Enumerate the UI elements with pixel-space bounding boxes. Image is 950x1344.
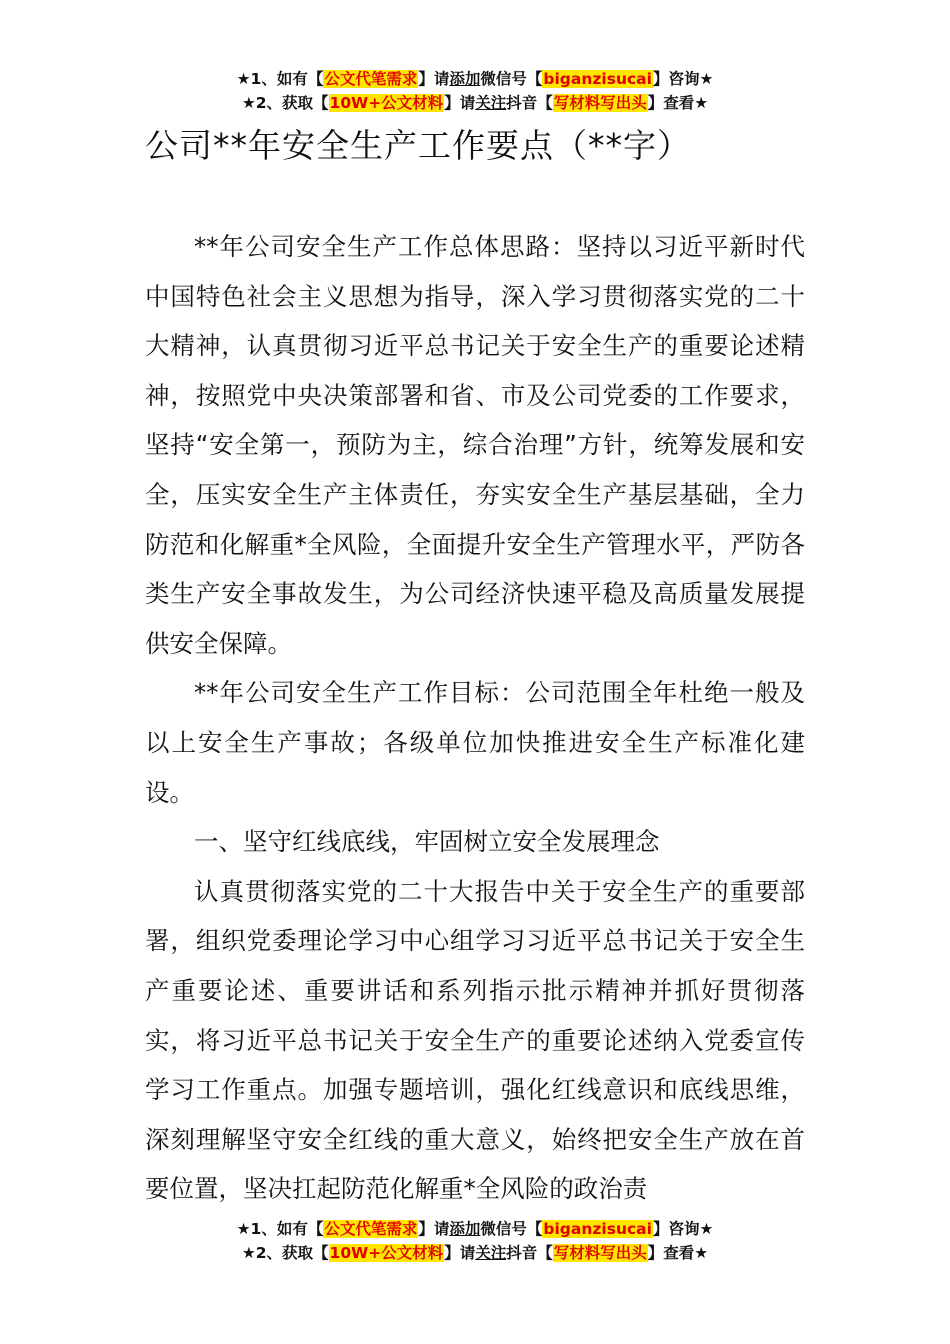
banner-text: 】请	[418, 1220, 450, 1238]
banner-text: 】查看★	[647, 94, 709, 112]
banner-text: 】请	[444, 1244, 476, 1262]
section-heading: 一、坚守红线底线，牢固树立安全发展理念	[194, 827, 660, 857]
banner-text: 】查看★	[647, 1244, 709, 1262]
highlight-text: 10W+公文材料	[329, 94, 444, 112]
highlight-text: 写材料写出头	[553, 94, 647, 112]
banner-text: 】请	[444, 94, 476, 112]
paragraph: 认真贯彻落实党的二十大报告中关于安全生产的重要部署，组织党委理论学习中心组学习习近平总书记关于安全生产重要论述、重要讲话和系列指示批示精神并抓好贯彻落实，将习近平总书记关于安全生产的重要论述纳入党委宣传学习工作重点。加强专题培训，强化红线意识和底线思维，深刻理解坚守安全红线的重大意义，始终把安全生产放在首要位置，坚决扛起防范化解重*全风险的政治责	[145, 876, 805, 1204]
banner-text: ★1、如有【	[236, 1220, 324, 1238]
banner-text: 】咨询★	[652, 1220, 714, 1238]
highlight-text: 公文代笔需求	[324, 70, 418, 88]
banner-line-1	[0, 1217, 950, 1241]
highlight-text: 10W+公文材料	[329, 1244, 444, 1262]
document-title: 公司**年安全生产工作要点（**字）	[145, 126, 691, 165]
highlight-text: biganzisucai	[543, 1220, 652, 1238]
banner-line-2	[0, 1241, 950, 1265]
banner-text: 抖音【	[506, 1244, 553, 1262]
underlined-text: 添加	[449, 1220, 481, 1238]
underlined-text: 添加	[449, 70, 481, 88]
highlight-text: 写材料写出头	[553, 1244, 647, 1262]
document-body	[145, 222, 805, 1214]
highlight-text: biganzisucai	[543, 70, 652, 88]
paragraph: **年公司安全生产工作目标：公司范围全年杜绝一般及以上安全生产事故；各级单位加快推进安全生产标准化建设。	[145, 678, 805, 807]
paragraph: **年公司安全生产工作总体思路：坚持以习近平新时代中国特色社会主义思想为指导，深入学习贯彻落实党的二十大精神，认真贯彻习近平总书记关于安全生产的重要论述精神，按照党中央决策部署和省、市及公司党委的工作要求，坚持“安全第一，预防为主，综合治理”方针，统筹发展和安全，压实安全生产主体责任，夯实安全生产基层基础，全力防范和化解重*全风险，全面提升安全生产管理水平，严防各类生产安全事故发生，为公司经济快速平稳及高质量发展提供安全保障。	[145, 232, 805, 658]
banner-text: 抖音【	[506, 94, 553, 112]
top-banner	[0, 67, 950, 115]
banner-text: 微信号【	[480, 1220, 543, 1238]
banner-text: ★2、获取【	[241, 1244, 329, 1262]
banner-text: ★2、获取【	[241, 94, 329, 112]
underlined-text: 关注	[475, 1244, 507, 1262]
banner-line-2	[0, 91, 950, 115]
underlined-text: 关注	[475, 94, 507, 112]
highlight-text: 公文代笔需求	[324, 1220, 418, 1238]
banner-text: 】咨询★	[652, 70, 714, 88]
banner-text: ★1、如有【	[236, 70, 324, 88]
bottom-banner	[0, 1217, 950, 1265]
banner-text: 微信号【	[480, 70, 543, 88]
banner-line-1	[0, 67, 950, 91]
banner-text: 】请	[418, 70, 450, 88]
